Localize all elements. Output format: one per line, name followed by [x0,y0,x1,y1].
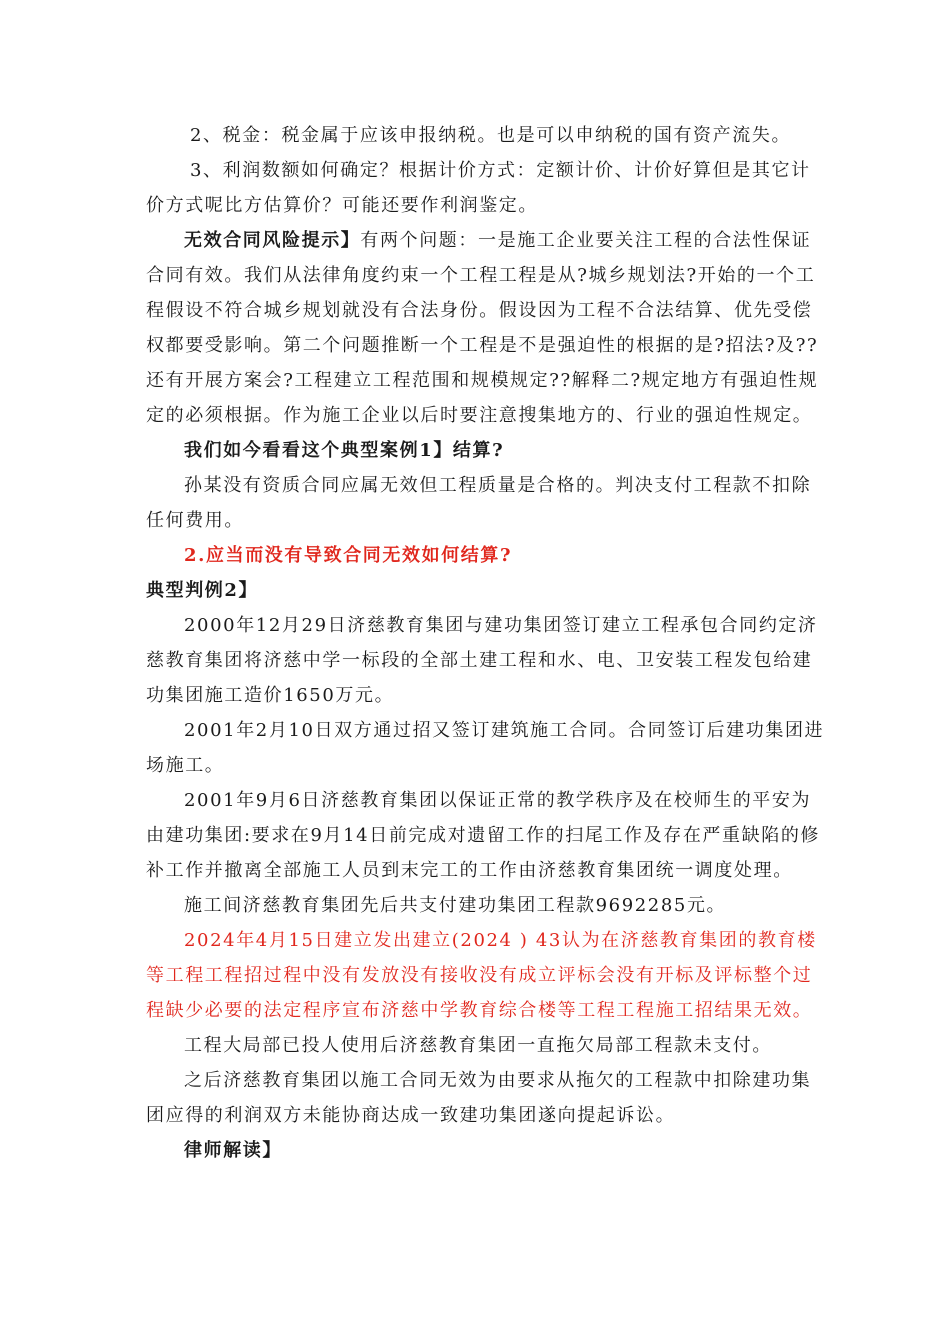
paragraph-risk-notice [146,223,826,433]
lawyer-commentary-heading: 律师解读】 [184,1140,282,1161]
case-2-heading: 典型判例2】 [146,580,259,601]
case-1-heading: 我们如今看看这个典型案例1】结算? [184,440,505,461]
paragraph-contract-2001-sep: 2001年9月6日济慈教育集团以保证正常的教学秩序及在校师生的平安为由建功集团:要求在9月14日前完成对遗留工作的扫尾工作及存在严重缺陷的修补工作并撤离全部施工人员到末完工的工作由济慈教育集团统一调度处理。 [146,790,821,881]
paragraph-payment: 施工间济慈教育集团先后共支付建功集团工程款9692285元。 [184,895,727,916]
risk-notice-text: 有两个问题：一是施工企业要关注工程的合法性保证合同有效。我们从法律角度约束一个工程工程是从?城乡规划法?开始的一个工程假设不符合城乡规划就没有合法身份。假设因为工程不合法结算、优先受偿权都要受影响。第二个问题推断一个工程是不是强迫性的根据的是?招法?及??还有开展方案会?工程建立工程范围和规模规定??解释二?规定地方有强迫性规定的必须根据。作为施工企业以后时要注意搜集地方的、行业的强迫性规定。 [146,230,819,426]
paragraph-profit: 3、利润数额如何确定？根据计价方式：定额计价、计价好算但是其它计价方式呢比方估算价？可能还要作利润鉴定。 [146,160,811,216]
risk-notice-heading: 无效合同风险提示】 [184,230,361,251]
paragraph-case-1: 孙某没有资质合同应属无效但工程质量是合格的。判决支付工程款不扣除任何费用。 [146,475,812,531]
paragraph-arrears: 工程大局部已投人使用后济慈教育集团一直拖欠局部工程款未支付。 [184,1035,772,1056]
paragraph-contract-2000: 2000年12月29日济慈教育集团与建功集团签订建立工程承包合同约定济慈教育集团将济慈中学一标段的全部土建工程和水、电、卫安装工程发包给建功集团施工造价1650万元。 [146,615,818,706]
paragraph-lawsuit: 之后济慈教育集团以施工合同无效为由要求从拖欠的工程款中扣除建功集团应得的利润双方未能协商达成一致建功集团遂向提起诉讼。 [146,1070,812,1126]
document-body [146,118,826,1168]
paragraph-contract-2001-feb: 2001年2月10日双方通过招又签订建筑施工合同。合同签订后建功集团进场施工。 [146,720,825,776]
paragraph-tax: 2、税金：税金属于应该申报纳税。也是可以申纳税的国有资产流失。 [190,125,792,146]
paragraph-2024-notice: 2024年4月15日建立发出建立(2024 ) 43认为在济慈教育集团的教育楼等工程工程招过程中没有发放没有接收没有成立评标会没有开标及评标整个过程缺少必要的法定程序宣布济慈中学教育综合楼等工程工程施工招结果无效。 [146,930,817,1021]
section-heading-2: 2.应当而没有导致合同无效如何结算? [184,545,513,566]
